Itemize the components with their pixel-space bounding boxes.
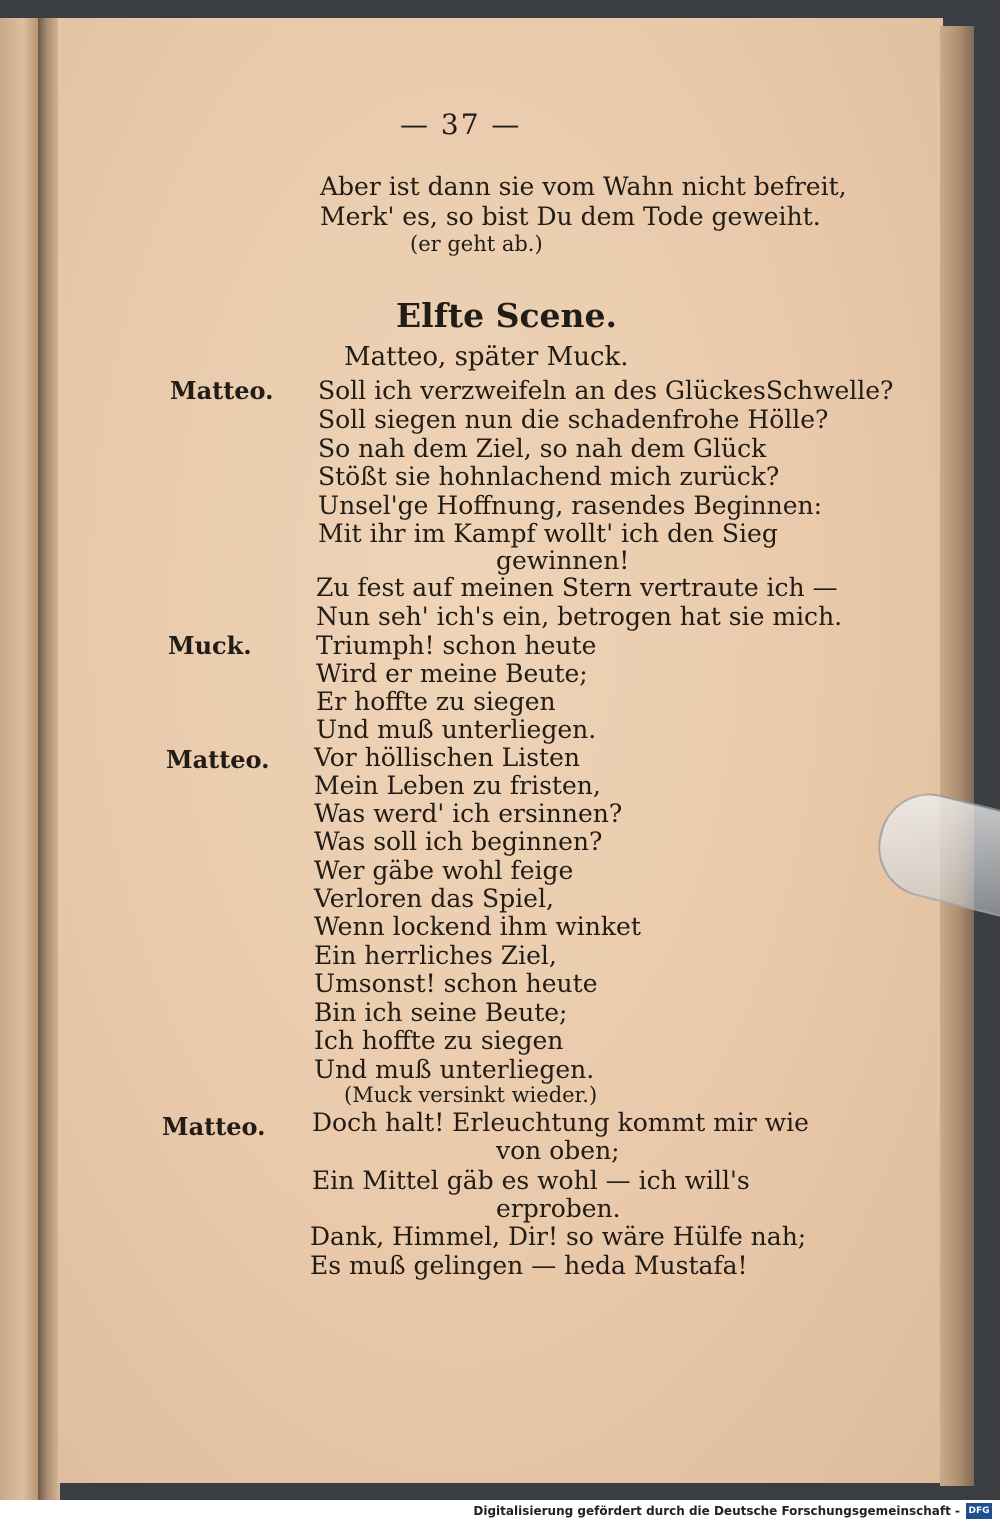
- verse-line: Ich hoffte zu siegen: [314, 1026, 564, 1055]
- page-number: — 37 —: [400, 108, 522, 141]
- verse-line: Und muß unterliegen.: [314, 1055, 595, 1084]
- speaker-name: Muck.: [168, 631, 252, 660]
- verse-line: Ein herrliches Ziel,: [314, 941, 557, 970]
- verse-line: Triumph! schon heute: [316, 631, 597, 660]
- verse-line: von oben;: [496, 1136, 620, 1165]
- verse-line: Aber ist dann sie vom Wahn nicht befreit,: [320, 172, 847, 201]
- page-stack-edge: [940, 26, 974, 1486]
- verse-line: Doch halt! Erleuchtung kommt mir wie: [312, 1108, 809, 1137]
- verse-line: Es muß gelingen — heda Mustafa!: [310, 1251, 748, 1280]
- verse-line: Merk' es, so bist Du dem Tode geweiht.: [320, 202, 821, 231]
- verse-line: Stößt sie hohnlachend mich zurück?: [318, 462, 780, 491]
- verse-line: Soll siegen nun die schadenfrohe Hölle?: [318, 405, 829, 434]
- verse-line: Mit ihr im Kampf wollt' ich den Sieg: [318, 519, 778, 548]
- speaker-name: Matteo.: [170, 376, 274, 405]
- verse-line: Was werd' ich ersinnen?: [314, 799, 623, 828]
- verse-line: Verloren das Spiel,: [314, 884, 554, 913]
- verse-line: erproben.: [496, 1194, 621, 1223]
- scene-heading: Elfte Scene.: [396, 296, 618, 335]
- verse-line: Mein Leben zu fristen,: [314, 771, 601, 800]
- verse-line: Nun seh' ich's ein, betrogen hat sie mich.: [316, 602, 843, 631]
- verse-line: So nah dem Ziel, so nah dem Glück: [318, 434, 767, 463]
- verse-line: Und muß unterliegen.: [316, 715, 597, 744]
- stage-direction: (er geht ab.): [410, 232, 543, 256]
- verse-line: Bin ich seine Beute;: [314, 998, 568, 1027]
- stage-direction: (Muck versinkt wieder.): [344, 1083, 598, 1107]
- verse-line: Vor höllischen Listen: [314, 743, 580, 772]
- dfg-logo-icon: DFG: [966, 1503, 992, 1519]
- funding-note: Digitalisierung gefördert durch die Deutsche Forschungsgemeinschaft -: [473, 1504, 960, 1518]
- verse-line: gewinnen!: [496, 546, 630, 575]
- verse-line: Er hoffte zu siegen: [316, 687, 556, 716]
- book-gutter: [38, 18, 60, 1500]
- verse-line: Wer gäbe wohl feige: [314, 856, 574, 885]
- verse-line: Wenn lockend ihm winket: [314, 912, 641, 941]
- verse-line: Umsonst! schon heute: [314, 969, 598, 998]
- verse-line: Was soll ich beginnen?: [314, 827, 603, 856]
- verse-line: Dank, Himmel, Dir! so wäre Hülfe nah;: [310, 1222, 807, 1251]
- verse-line: Unsel'ge Hoffnung, rasendes Beginnen:: [318, 491, 823, 520]
- scene-characters: Matteo, später Muck.: [344, 342, 629, 372]
- verse-line: Soll ich verzweifeln an des GlückesSchwelle?: [318, 376, 894, 405]
- verse-line: Wird er meine Beute;: [316, 659, 588, 688]
- verse-line: Zu fest auf meinen Stern vertraute ich —: [316, 573, 838, 602]
- speaker-name: Matteo.: [166, 745, 270, 774]
- verse-line: Ein Mittel gäb es wohl — ich will's: [312, 1166, 750, 1195]
- speaker-name: Matteo.: [162, 1112, 266, 1141]
- left-page-edge: [0, 18, 38, 1500]
- footer-bar: [0, 1500, 1000, 1523]
